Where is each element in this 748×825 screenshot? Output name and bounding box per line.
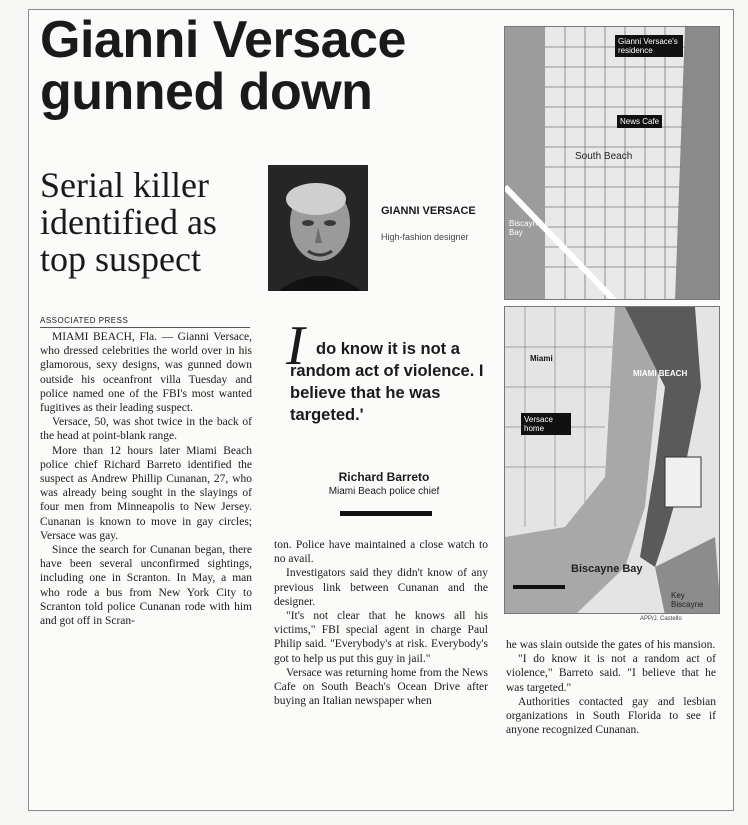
paragraph: "I do know it is not a random act of violence," Barreto said. "I believe that he was targeted." (506, 653, 716, 694)
paragraph: Versace was returning home from the News Cafe on South Beach's Ocean Drive after buying an Italian newspaper when (274, 666, 488, 708)
map-label: Key Biscayne (671, 591, 704, 609)
photo-caption-name: GIANNI VERSACE (381, 205, 476, 217)
map-credit: APP/J. Castello (640, 616, 682, 622)
map-tag: Gianni Versace's residence (615, 35, 683, 57)
south-beach-map (504, 26, 720, 300)
versace-portrait (268, 165, 368, 291)
paragraph: "It's not clear that he knows all his victims," FBI special agent in charge Paul Philip said. "Everybody's at risk. Everybody's got to help us put this guy in jail." (274, 610, 488, 665)
article-column-2 (274, 538, 488, 708)
byline: ASSOCIATED PRESS (40, 316, 250, 328)
quote-divider (340, 511, 432, 516)
paragraph: MIAMI BEACH, Fla. — Gianni Versace, who dressed celebrities the world over in his glamorous, sexy designs, was gunned down outside his oceanfront villa Tuesday and police named one of the FBI's most wanted fugitives as their leading suspect. (40, 331, 252, 415)
street-grid-icon (505, 27, 720, 300)
quote-text: do know it is not a random act of violence. I believe that he was targeted.' (290, 340, 484, 424)
subhead: Serial killer identified as top suspect (40, 165, 217, 279)
map-tag: News Cafe (617, 115, 662, 128)
paragraph: Authorities contacted gay and lesbian organizations in South Florida to see if anyone recognized Cunanan. (506, 695, 716, 737)
paragraph: ton. Police have maintained a close watch to no avail. (274, 539, 488, 566)
miami-beach-map (504, 306, 720, 614)
quote-speaker-title: Miami Beach police chief (328, 486, 440, 497)
quote-drop-cap: I (286, 315, 305, 377)
quote-speaker: Richard Barreto (338, 470, 430, 484)
paragraph: Investigators said they didn't know of any previous link between Cunanan and the designer. (274, 567, 488, 608)
map-tag: Miami (530, 354, 553, 363)
map-label: Biscayne Bay (571, 563, 643, 575)
map-tag: Versace home (521, 413, 571, 435)
photo-caption-role: High-fashion designer (381, 232, 469, 242)
map-label: MIAMI BEACH (633, 369, 688, 378)
paragraph: More than 12 hours later Miami Beach police chief Richard Barreto identified the suspect as Andrew Phillip Cunanan, 27, who was already being sought in the slayings of four men from Minneapolis to New Jersey. Cunanan is known to move in gay circles; Versace was gay. (40, 444, 252, 542)
map-label: South Beach (575, 151, 633, 162)
headline: Gianni Versace gunned down (40, 11, 406, 121)
article-column-1 (40, 330, 252, 628)
map-label: Biscayne Bay (509, 219, 542, 237)
paragraph: he was slain outside the gates of his mansion. (506, 639, 716, 651)
paragraph: Since the search for Cunanan began, there have been several unconfirmed sightings, including one in Scranton. In May, a man who rode a bus from New York City to Scranton told police Cunanan rode with him and got off in Scran- (40, 544, 252, 628)
portrait-photo-icon (268, 165, 368, 291)
paragraph: Versace, 50, was shot twice in the back of the head at point-blank range. (40, 416, 252, 443)
article-column-3 (506, 638, 716, 737)
